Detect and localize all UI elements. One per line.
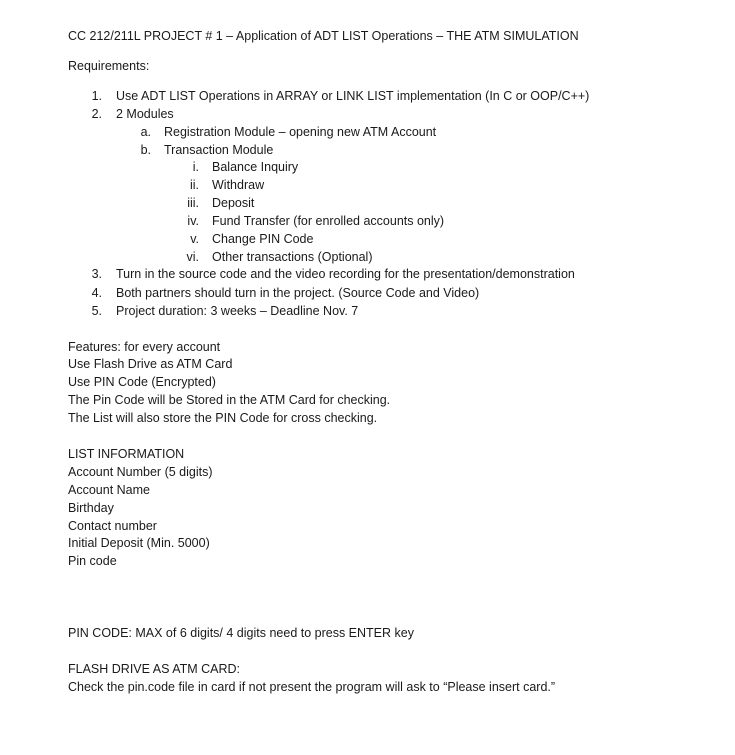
flash-drive-text: Check the pin.code file in card if not present the program will ask to “Please insert card.” <box>68 680 556 694</box>
requirement-text: Turn in the source code and the video recording for the presentation/demonstration <box>116 267 575 281</box>
list-info-field: Pin code <box>68 554 117 568</box>
transaction-text: Balance Inquiry <box>212 160 299 174</box>
requirement-number: 2. <box>91 107 102 121</box>
requirement-number: 3. <box>91 267 102 281</box>
transaction-text: Fund Transfer (for enrolled accounts only) <box>212 214 445 228</box>
list-info-field: Account Number (5 digits) <box>68 465 213 479</box>
transaction-numeral: i. <box>192 160 199 174</box>
feature-line: The List will also store the PIN Code for cross checking. <box>68 411 378 425</box>
requirement-number: 4. <box>91 286 102 300</box>
feature-line: The Pin Code will be Stored in the ATM Card for checking. <box>68 393 391 407</box>
list-info-field: Birthday <box>68 501 114 515</box>
transaction-numeral: iv. <box>187 214 199 228</box>
pin-code-note: PIN CODE: MAX of 6 digits/ 4 digits need to press ENTER key <box>68 626 414 640</box>
list-info-field: Initial Deposit (Min. 5000) <box>68 536 210 550</box>
module-text: Registration Module – opening new ATM Account <box>164 125 437 139</box>
list-info-field: Contact number <box>68 519 157 533</box>
requirement-text: Project duration: 3 weeks – Deadline Nov. 7 <box>116 304 359 318</box>
module-letter: b. <box>140 143 151 157</box>
flash-drive-heading: FLASH DRIVE AS ATM CARD: <box>68 662 241 676</box>
requirement-text: Use ADT LIST Operations in ARRAY or LINK LIST implementation (In C or OOP/C++) <box>116 89 590 103</box>
transaction-numeral: ii. <box>189 178 199 192</box>
requirement-number: 1. <box>91 89 102 103</box>
requirements-heading: Requirements: <box>68 59 150 73</box>
feature-line: Use PIN Code (Encrypted) <box>68 375 216 389</box>
requirement-number: 5. <box>91 304 102 318</box>
module-text: Transaction Module <box>164 143 274 157</box>
transaction-text: Other transactions (Optional) <box>212 250 373 264</box>
transaction-numeral: v. <box>190 232 199 246</box>
list-info-field: Account Name <box>68 483 150 497</box>
transaction-text: Withdraw <box>212 178 265 192</box>
module-letter: a. <box>140 125 151 139</box>
transaction-text: Change PIN Code <box>212 232 314 246</box>
feature-line: Use Flash Drive as ATM Card <box>68 357 233 371</box>
list-info-heading: LIST INFORMATION <box>68 447 185 461</box>
document-title: CC 212/211L PROJECT # 1 – Application of ADT LIST Operations – THE ATM SIMULATION <box>68 29 579 43</box>
transaction-text: Deposit <box>212 196 255 210</box>
transaction-numeral: vi. <box>186 250 199 264</box>
features-heading: Features: for every account <box>68 340 221 354</box>
requirement-text: 2 Modules <box>116 107 174 121</box>
transaction-numeral: iii. <box>187 196 199 210</box>
requirement-text: Both partners should turn in the project. (Source Code and Video) <box>116 286 480 300</box>
